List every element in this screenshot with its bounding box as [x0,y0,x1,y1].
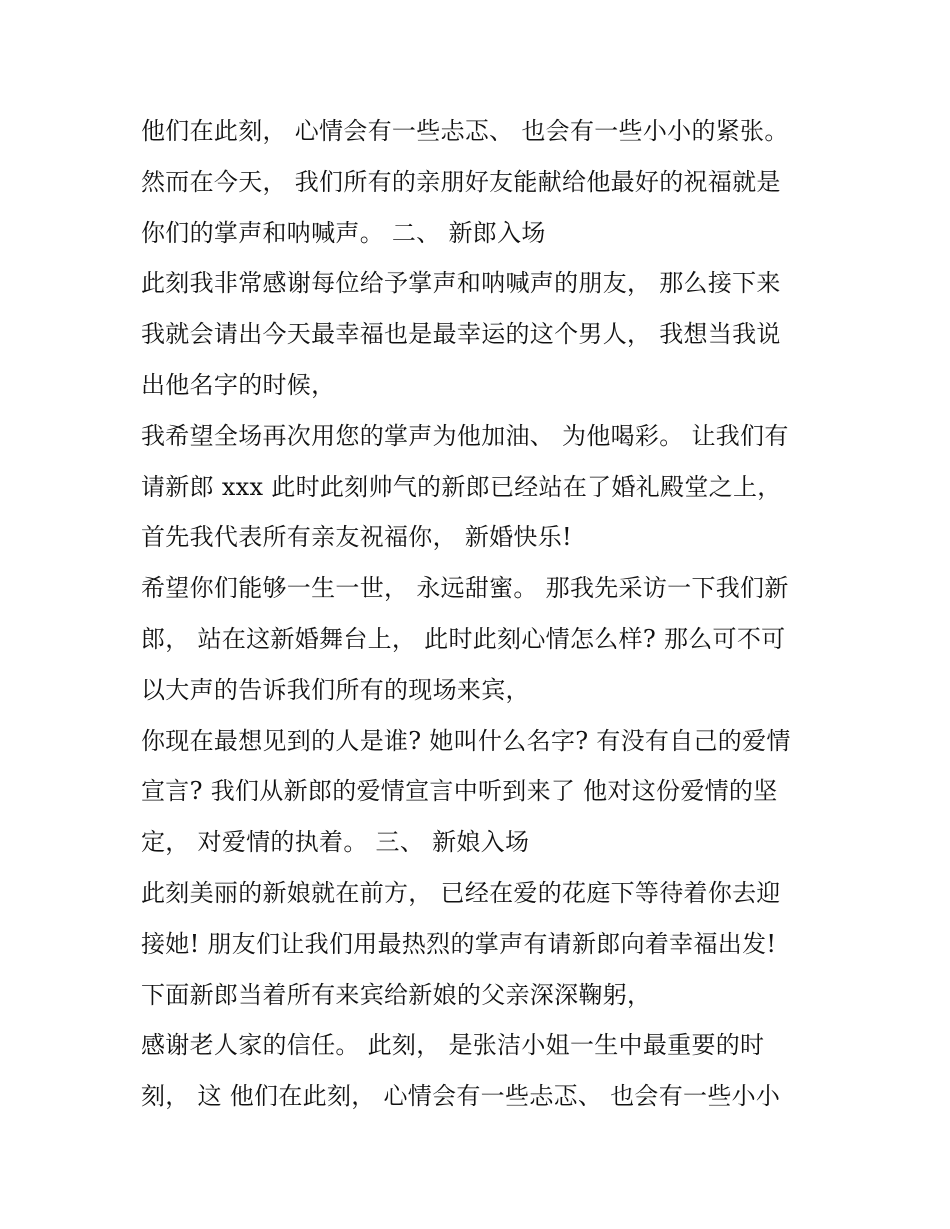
text-line: 下面新郎当着所有来宾给新娘的父亲深深鞠躬， [141,980,652,1009]
text-line: 郎， 站在这新婚舞台上， 此时此刻心情怎么样? 那么可不可 [141,624,786,653]
text-line: 此刻我非常感谢每位给予掌声和呐喊声的朋友， 那么接下来 [141,269,781,298]
text-line: 他们在此刻， 心情会有一些忐忑、 也会有一些小小的紧张。 [141,117,789,145]
text-line: 首先我代表所有亲友祝福你， 新婚快乐! [141,523,572,552]
text-line: 刻， 这 他们在此刻， 心情会有一些忐忑、 也会有一些小小 [141,1082,781,1111]
text-line: 以大声的告诉我们所有的现场来宾， [141,675,530,704]
text-line: 此刻美丽的新娘就在前方， 已经在爱的花庭下等待着你去迎 [141,878,781,907]
text-line: 我就会请出今天最幸福也是最幸运的这个男人， 我想当我说 [141,320,781,349]
text-line: 出他名字的时候， [141,370,336,399]
text-line: 你们的掌声和呐喊声。 二、 新郎入场 [141,218,546,247]
text-line: 你现在最想见到的人是谁? 她叫什么名字? 有没有自己的爱情 [141,726,791,755]
text-line: 我希望全场再次用您的掌声为他加油、 为他喝彩。 让我们有 [141,421,789,450]
text-line: 定， 对爱情的执着。 三、 新娘入场 [141,828,530,857]
document-body [141,106,821,1122]
text-line: 请新郎 xxx 此时此刻帅气的新郎已经站在了婚礼殿堂之上， [141,472,782,501]
text-line: 宣言? 我们从新郎的爱情宣言中听到来了 他对这份爱情的坚 [141,777,778,806]
text-line: 然而在今天， 我们所有的亲朋好友能献给他最好的祝福就是 [141,167,781,196]
text-line: 接她! 朋友们让我们用最热烈的掌声有请新郎向着幸福出发! [141,929,777,958]
text-line: 感谢老人家的信任。 此刻， 是张洁小姐一生中最重要的时 [141,1031,765,1060]
text-line: 希望你们能够一生一世， 永远甜蜜。 那我先采访一下我们新 [141,574,789,603]
